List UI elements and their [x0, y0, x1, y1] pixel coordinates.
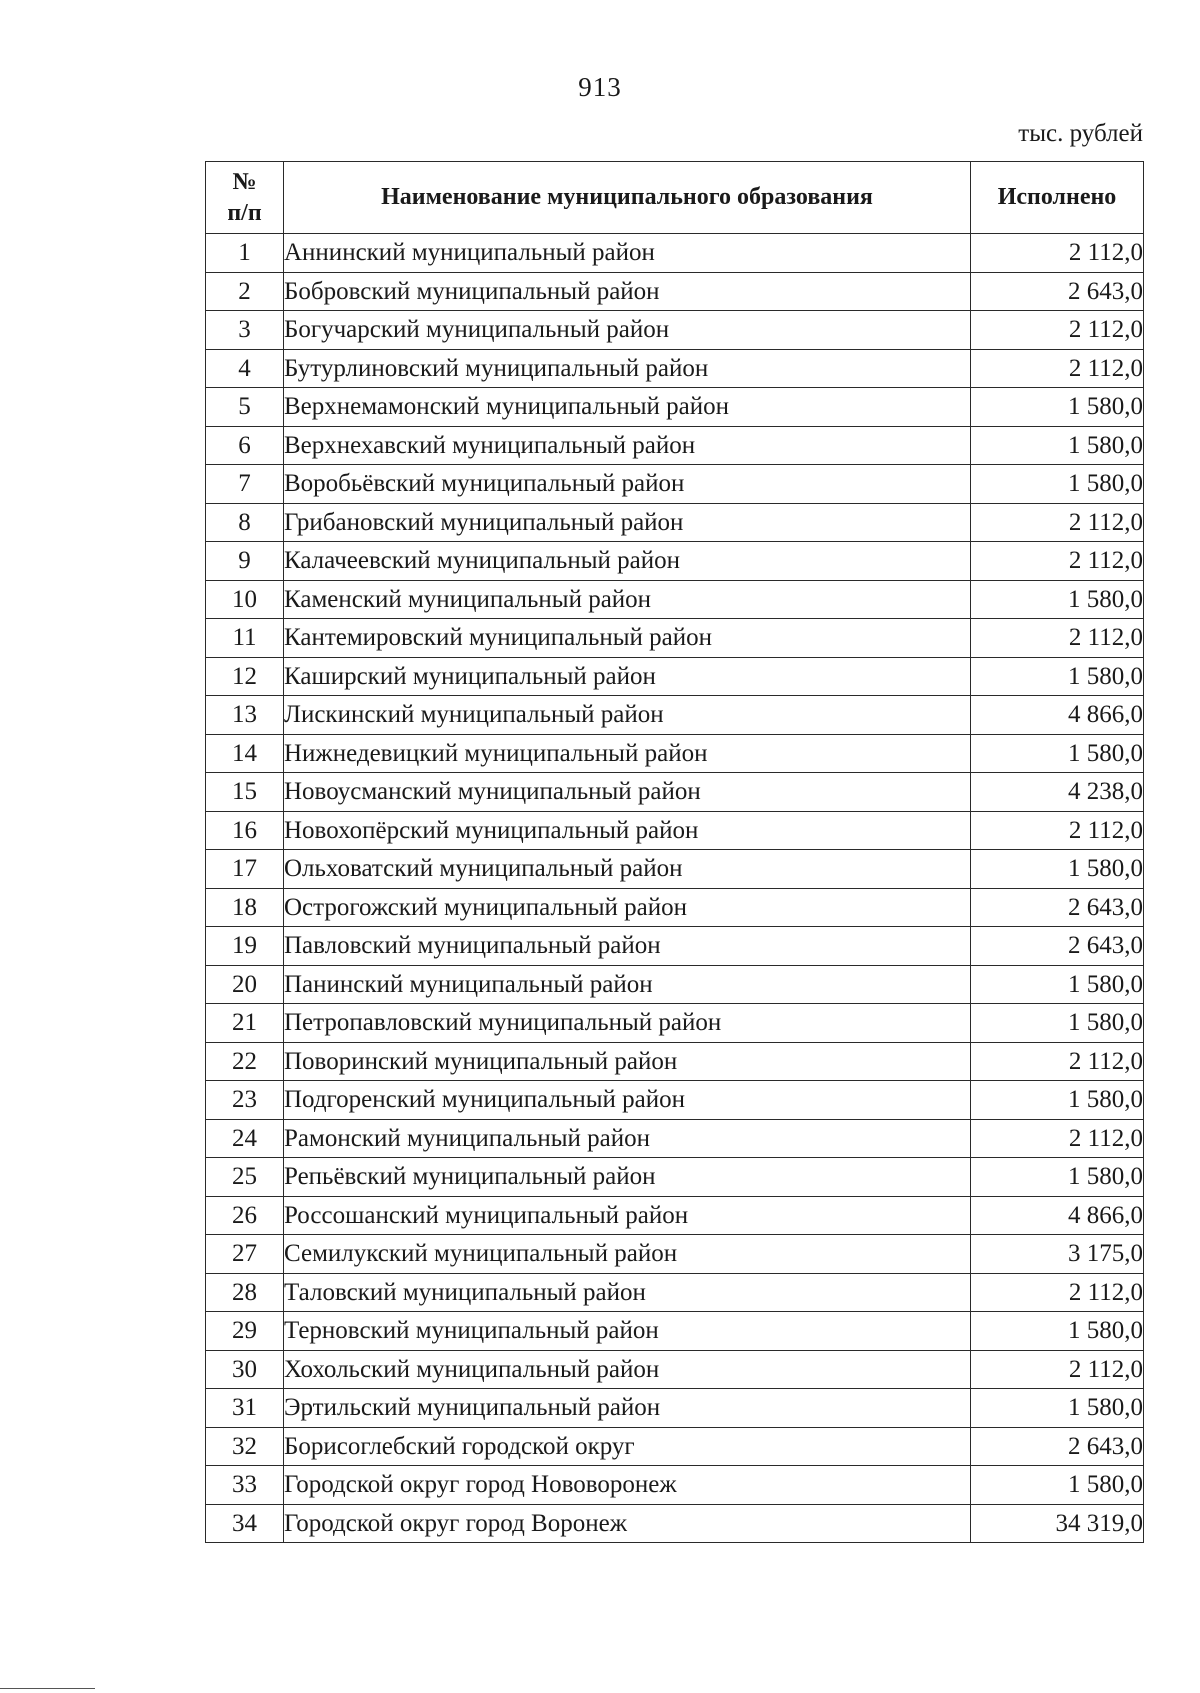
row-number-cell: 24 [206, 1119, 284, 1158]
municipality-name-cell: Нижнедевицкий муниципальный район [284, 734, 971, 773]
executed-amount-cell: 1 580,0 [971, 734, 1144, 773]
municipality-name-cell: Аннинский муниципальный район [284, 234, 971, 273]
row-number-cell: 29 [206, 1312, 284, 1351]
row-number-cell: 21 [206, 1004, 284, 1043]
row-number-cell: 1 [206, 234, 284, 273]
table-row [206, 465, 1144, 504]
row-number-cell: 13 [206, 696, 284, 735]
executed-amount-cell: 2 112,0 [971, 542, 1144, 581]
table-row [206, 234, 1144, 273]
executed-amount-cell: 1 580,0 [971, 580, 1144, 619]
row-number-cell: 32 [206, 1427, 284, 1466]
municipality-name-cell: Россошанский муниципальный район [284, 1196, 971, 1235]
executed-amount-cell: 1 580,0 [971, 1389, 1144, 1428]
footnote-divider [0, 1688, 95, 1689]
header-number-sign: № [232, 168, 257, 195]
row-number-cell: 9 [206, 542, 284, 581]
executed-amount-cell: 2 643,0 [971, 888, 1144, 927]
row-number-cell: 34 [206, 1504, 284, 1543]
municipality-name-cell: Поворинский муниципальный район [284, 1042, 971, 1081]
municipality-name-cell: Терновский муниципальный район [284, 1312, 971, 1351]
table-row [206, 1504, 1144, 1543]
row-number-cell: 7 [206, 465, 284, 504]
header-executed: Исполнено [971, 162, 1144, 234]
row-number-cell: 28 [206, 1273, 284, 1312]
header-row-number [206, 162, 284, 234]
row-number-cell: 33 [206, 1466, 284, 1505]
municipality-name-cell: Эртильский муниципальный район [284, 1389, 971, 1428]
row-number-cell: 23 [206, 1081, 284, 1120]
executed-amount-cell: 4 238,0 [971, 773, 1144, 812]
executed-amount-cell: 1 580,0 [971, 1158, 1144, 1197]
municipality-name-cell: Богучарский муниципальный район [284, 311, 971, 350]
municipality-name-cell: Острогожский муниципальный район [284, 888, 971, 927]
table-row [206, 349, 1144, 388]
executed-amount-cell: 2 112,0 [971, 811, 1144, 850]
executed-amount-cell: 1 580,0 [971, 1466, 1144, 1505]
municipality-name-cell: Верхнемамонский муниципальный район [284, 388, 971, 427]
executed-amount-cell: 2 643,0 [971, 272, 1144, 311]
table-row [206, 1119, 1144, 1158]
municipality-name-cell: Петропавловский муниципальный район [284, 1004, 971, 1043]
executed-amount-cell: 1 580,0 [971, 1312, 1144, 1351]
executed-amount-cell: 34 319,0 [971, 1504, 1144, 1543]
municipality-name-cell: Калачеевский муниципальный район [284, 542, 971, 581]
table-row [206, 388, 1144, 427]
table-row [206, 1273, 1144, 1312]
municipality-name-cell: Рамонский муниципальный район [284, 1119, 971, 1158]
municipality-name-cell: Каменский муниципальный район [284, 580, 971, 619]
table-row [206, 927, 1144, 966]
table-row [206, 1235, 1144, 1274]
header-row [206, 162, 1144, 234]
row-number-cell: 18 [206, 888, 284, 927]
row-number-cell: 22 [206, 1042, 284, 1081]
table-row [206, 811, 1144, 850]
municipality-name-cell: Борисоглебский городской округ [284, 1427, 971, 1466]
row-number-cell: 12 [206, 657, 284, 696]
municipality-name-cell: Воробьёвский муниципальный район [284, 465, 971, 504]
table-row [206, 1081, 1144, 1120]
executed-amount-cell: 1 580,0 [971, 388, 1144, 427]
table-row [206, 1158, 1144, 1197]
row-number-cell: 19 [206, 927, 284, 966]
executed-amount-cell: 2 112,0 [971, 1042, 1144, 1081]
table-row [206, 311, 1144, 350]
row-number-cell: 2 [206, 272, 284, 311]
table-body [206, 234, 1144, 1543]
executed-amount-cell: 1 580,0 [971, 1004, 1144, 1043]
table-row [206, 657, 1144, 696]
table-row [206, 542, 1144, 581]
executed-amount-cell: 1 580,0 [971, 465, 1144, 504]
row-number-cell: 15 [206, 773, 284, 812]
executed-amount-cell: 2 112,0 [971, 503, 1144, 542]
row-number-cell: 4 [206, 349, 284, 388]
row-number-cell: 27 [206, 1235, 284, 1274]
municipality-name-cell: Городской округ город Нововоронеж [284, 1466, 971, 1505]
executed-amount-cell: 2 112,0 [971, 1119, 1144, 1158]
municipality-name-cell: Бутурлиновский муниципальный район [284, 349, 971, 388]
table-row [206, 1350, 1144, 1389]
executed-amount-cell: 3 175,0 [971, 1235, 1144, 1274]
table-row [206, 503, 1144, 542]
executed-amount-cell: 2 112,0 [971, 234, 1144, 273]
municipality-name-cell: Семилукский муниципальный район [284, 1235, 971, 1274]
row-number-cell: 17 [206, 850, 284, 889]
executed-amount-cell: 4 866,0 [971, 1196, 1144, 1235]
table-row [206, 426, 1144, 465]
municipality-name-cell: Подгоренский муниципальный район [284, 1081, 971, 1120]
allocation-table [205, 161, 1144, 1543]
municipality-name-cell: Ольховатский муниципальный район [284, 850, 971, 889]
municipality-name-cell: Грибановский муниципальный район [284, 503, 971, 542]
table-row [206, 1042, 1144, 1081]
executed-amount-cell: 2 112,0 [971, 349, 1144, 388]
table-row [206, 1312, 1144, 1351]
table-row [206, 1004, 1144, 1043]
table-row [206, 1389, 1144, 1428]
municipality-name-cell: Репьёвский муниципальный район [284, 1158, 971, 1197]
municipality-name-cell: Кантемировский муниципальный район [284, 619, 971, 658]
executed-amount-cell: 2 112,0 [971, 1350, 1144, 1389]
executed-amount-cell: 1 580,0 [971, 426, 1144, 465]
executed-amount-cell: 1 580,0 [971, 1081, 1144, 1120]
table-row [206, 850, 1144, 889]
table-row [206, 888, 1144, 927]
executed-amount-cell: 2 112,0 [971, 311, 1144, 350]
municipality-name-cell: Таловский муниципальный район [284, 1273, 971, 1312]
municipality-name-cell: Каширский муниципальный район [284, 657, 971, 696]
row-number-cell: 14 [206, 734, 284, 773]
municipality-name-cell: Хохольский муниципальный район [284, 1350, 971, 1389]
executed-amount-cell: 1 580,0 [971, 657, 1144, 696]
municipality-name-cell: Панинский муниципальный район [284, 965, 971, 1004]
municipality-name-cell: Бобровский муниципальный район [284, 272, 971, 311]
executed-amount-cell: 2 643,0 [971, 927, 1144, 966]
table-row [206, 734, 1144, 773]
table-row [206, 1196, 1144, 1235]
header-municipality-name: Наименование муниципального образования [284, 162, 971, 234]
row-number-cell: 16 [206, 811, 284, 850]
table-row [206, 773, 1144, 812]
table-row [206, 696, 1144, 735]
executed-amount-cell: 1 580,0 [971, 965, 1144, 1004]
executed-amount-cell: 2 112,0 [971, 619, 1144, 658]
municipality-name-cell: Городской округ город Воронеж [284, 1504, 971, 1543]
municipality-name-cell: Новоусманский муниципальный район [284, 773, 971, 812]
row-number-cell: 3 [206, 311, 284, 350]
row-number-cell: 5 [206, 388, 284, 427]
table-row [206, 580, 1144, 619]
row-number-cell: 6 [206, 426, 284, 465]
table-row [206, 619, 1144, 658]
page-number: 913 [578, 72, 622, 102]
municipality-name-cell: Новохопёрский муниципальный район [284, 811, 971, 850]
row-number-cell: 25 [206, 1158, 284, 1197]
table-row [206, 1466, 1144, 1505]
row-number-cell: 30 [206, 1350, 284, 1389]
row-number-cell: 31 [206, 1389, 284, 1428]
header-number-abbrev: п/п [227, 199, 262, 226]
table-row [206, 965, 1144, 1004]
executed-amount-cell: 2 643,0 [971, 1427, 1144, 1466]
municipality-name-cell: Павловский муниципальный район [284, 927, 971, 966]
municipality-name-cell: Лискинский муниципальный район [284, 696, 971, 735]
units-label: тыс. рублей [1018, 120, 1143, 147]
row-number-cell: 10 [206, 580, 284, 619]
row-number-cell: 26 [206, 1196, 284, 1235]
executed-amount-cell: 2 112,0 [971, 1273, 1144, 1312]
row-number-cell: 20 [206, 965, 284, 1004]
executed-amount-cell: 1 580,0 [971, 850, 1144, 889]
table-row [206, 272, 1144, 311]
row-number-cell: 11 [206, 619, 284, 658]
table-row [206, 1427, 1144, 1466]
executed-amount-cell: 4 866,0 [971, 696, 1144, 735]
municipality-name-cell: Верхнехавский муниципальный район [284, 426, 971, 465]
table-header [206, 162, 1144, 234]
row-number-cell: 8 [206, 503, 284, 542]
